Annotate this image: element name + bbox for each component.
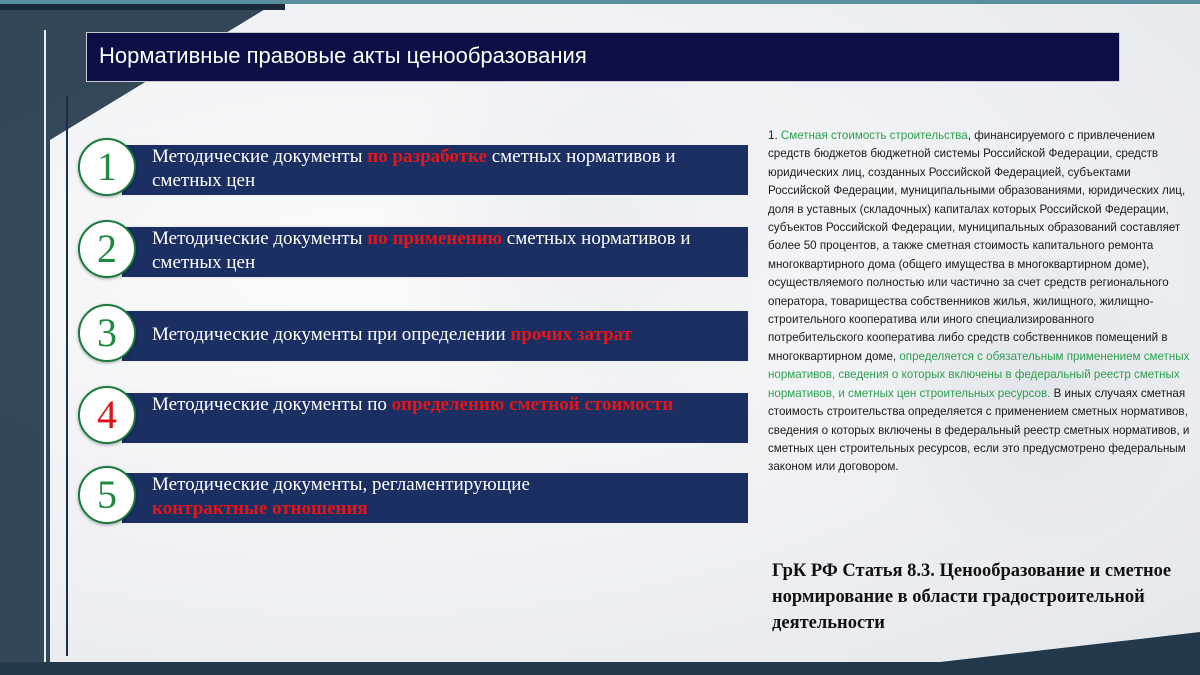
slide-title: Нормативные правовые акты ценообразования xyxy=(99,43,587,68)
decor-vertical-line-inner xyxy=(66,96,68,656)
item-label xyxy=(152,393,692,417)
list-item-3 xyxy=(78,304,750,362)
article-highlight-green: определяется с обязательным применением сметных нормативов, сведения о которых включены в федеральный реестр сметных нормативов, и сметных цен строительных ресурсов. xyxy=(768,349,1190,400)
item-highlight: по применению xyxy=(367,228,503,249)
list-item-2 xyxy=(78,220,750,278)
decor-vertical-line xyxy=(44,30,46,670)
number-badge xyxy=(78,466,136,524)
source-citation: ГрК РФ Статья 8.3. Ценообразование и сметное нормирование в области градостроительной деятельности xyxy=(772,561,1172,633)
item-number: 2 xyxy=(97,226,117,271)
item-text: Методические документы при определении xyxy=(152,324,511,345)
article-link[interactable]: Сметная стоимость строительства xyxy=(780,129,968,142)
top-accent-line xyxy=(0,0,1200,4)
title-banner xyxy=(86,32,1120,82)
item-number: 4 xyxy=(97,392,117,437)
left-decor-panel xyxy=(0,0,50,675)
item-number: 5 xyxy=(97,472,117,517)
article-body-2: В иных случаях сметная стоимость строительства определяется с применением сметных нормативов, сведения о которых включены в федеральный реестр сметных нормативов, и сметных цен строительных ресурсов, если это предусмотрено федеральным законом или договором. xyxy=(768,386,1190,474)
item-number: 3 xyxy=(97,310,117,355)
number-badge xyxy=(78,304,136,362)
number-badge xyxy=(78,220,136,278)
item-label xyxy=(152,145,742,193)
article-body-1: , финансируемого с привлечением средств бюджетов бюджетной системы Российской Федерации, средств юридических лиц, созданных Российской Федерацией, субъектами Российской Федерации, муниципальными образованиями, юридических лиц, доля в уставных (складочных) капиталах которых Российской Федерации, субъектов Российской Федерации, муниципальных образований составляет более 50 процентов, а также сметная стоимость капитального ремонта многоквартирного дома (общего имущества в многоквартирном доме), осуществляемого полностью или частично за счет средств регионального оператора, товарищества собственников жилья, жилищного, жилищно-строительного кооператива или иного специализированного потребительского кооператива либо средств собственников помещений в многоквартирном доме, xyxy=(768,129,1186,363)
list-item-1 xyxy=(78,138,750,196)
item-highlight: по разработке xyxy=(367,146,487,167)
item-text-end: сметных нормативов и сметных цен xyxy=(152,146,676,191)
item-text: Методические документы, регламентирующие xyxy=(152,474,530,495)
item-label xyxy=(152,323,742,347)
item-number: 1 xyxy=(97,144,117,189)
bottom-decor-wedge xyxy=(940,632,1200,662)
list-item-4 xyxy=(78,386,750,444)
number-badge xyxy=(78,138,136,196)
item-label xyxy=(152,473,632,521)
item-label xyxy=(152,227,742,275)
item-highlight: определению сметной стоимости xyxy=(391,394,674,415)
item-text: Методические документы xyxy=(152,146,368,167)
article-text xyxy=(768,127,1192,477)
item-text: Методические документы xyxy=(152,228,368,249)
item-highlight: контрактные отношения xyxy=(152,498,368,519)
item-text: Методические документы по xyxy=(152,394,392,415)
item-highlight: прочих затрат xyxy=(510,324,632,345)
bottom-decor-bar xyxy=(0,662,1200,675)
number-badge xyxy=(78,386,136,444)
list-item-5 xyxy=(78,466,750,524)
item-text-end: сметных нормативов и сметных цен xyxy=(152,228,691,273)
article-number: 1. xyxy=(768,129,781,142)
